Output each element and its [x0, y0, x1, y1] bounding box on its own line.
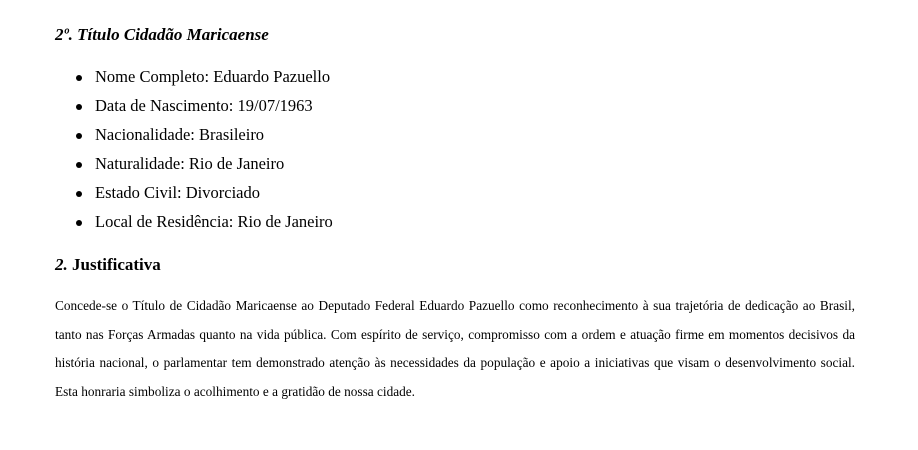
bullet-icon [76, 133, 82, 139]
bullet-icon [76, 162, 82, 168]
list-item-label: Data de Nascimento: 19/07/1963 [95, 96, 313, 115]
list-item-label: Nome Completo: Eduardo Pazuello [95, 67, 331, 86]
bullet-icon [76, 191, 82, 197]
bullet-icon [76, 104, 82, 110]
section-title-titulo: 2º. Título Cidadão Maricaense [55, 25, 269, 44]
section-number: 2. [55, 255, 68, 274]
list-item-label: Estado Civil: Divorciado [95, 183, 260, 202]
bullet-icon [76, 75, 82, 81]
list-item-label: Local de Residência: Rio de Janeiro [95, 212, 333, 231]
justification-paragraph: Concede-se o Título de Cidadão Maricaense ao Deputado Federal Eduardo Pazuello como reconhecimento à sua trajetória de dedicação ao Brasil, tanto nas Forças Armadas quanto na vida pública. Com espírito de serviço, compromisso com a ordem e atuação firme em momentos decisivos da história nacional, o parlamentar tem demonstrado atenção às necessidades da população e apoio a iniciativas que visam o desenvolvimento social. Esta honraria simboliza o acolhimento e a gratidão de nossa cidade. [55, 298, 855, 399]
section-title-justificativa [55, 254, 161, 276]
section-title-text: Justificativa [72, 255, 161, 274]
list-item-label: Naturalidade: Rio de Janeiro [95, 154, 285, 173]
list-item-label: Nacionalidade: Brasileiro [95, 125, 265, 144]
bullet-icon [76, 220, 82, 226]
